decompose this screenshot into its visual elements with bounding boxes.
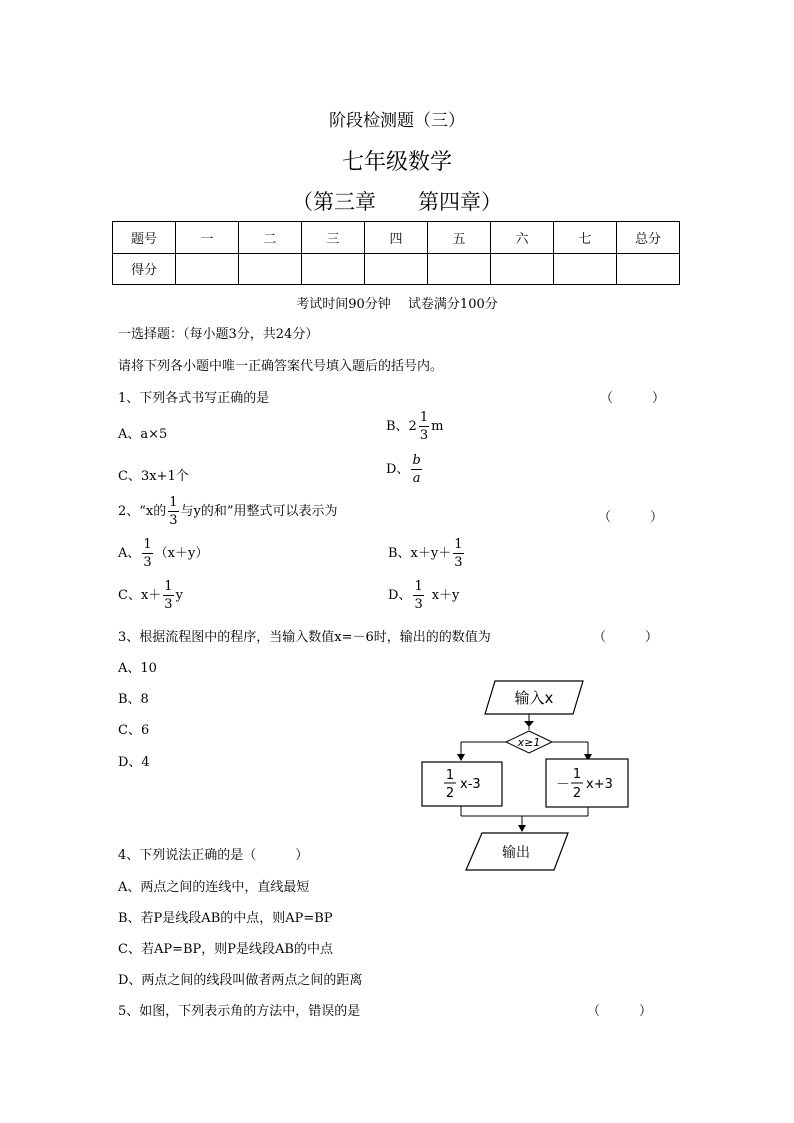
option-prefix: A、	[118, 546, 141, 561]
flow-left-expression: x-3	[460, 777, 481, 792]
flow-right-denominator: 2	[572, 786, 582, 801]
score-entry-cell[interactable]	[302, 253, 365, 285]
q4-option-a: A、两点之间的连线中，直线最短	[118, 880, 310, 895]
exam-info: 考试时间90分钟 试卷满分100分	[296, 297, 498, 312]
q3-option-d: D、4	[118, 755, 150, 770]
q2-option-b	[388, 538, 466, 569]
flowchart	[410, 675, 640, 880]
score-entry-cell[interactable]	[365, 253, 428, 285]
table-cell: 一	[176, 222, 239, 254]
fraction-denominator: 3	[169, 513, 178, 528]
score-entry-cell[interactable]	[554, 253, 617, 285]
question-1-stem: 1、下列各式书写正确的是	[118, 391, 270, 406]
score-table-score-row	[113, 253, 680, 285]
flow-output-label: 输出	[502, 845, 530, 861]
q3-option-b: B、8	[118, 692, 149, 707]
fraction-denominator: a	[412, 471, 421, 486]
q4-option-c: C、若AP=BP，则P是线段AB的中点	[118, 942, 333, 957]
q4-option-b: B、若P是线段AB的中点，则AP=BP	[118, 911, 333, 926]
option-suffix: x＋y	[431, 588, 460, 603]
fraction-numerator: 1	[454, 537, 463, 552]
q1-option-b	[386, 411, 443, 442]
fraction-numerator: 1	[169, 495, 178, 510]
section-instruction: 请将下列各小题中唯一正确答案代号填入题后的括号内。	[118, 359, 444, 374]
flow-input-label: 输入x	[514, 689, 554, 707]
option-suffix: y	[175, 588, 183, 603]
table-cell: 总分	[617, 222, 680, 254]
flow-right-sign: －	[556, 777, 570, 793]
fraction-denominator: 3	[454, 555, 463, 570]
fraction-numerator: 1	[419, 410, 429, 425]
q3-option-c: C、6	[118, 723, 150, 738]
table-cell: 五	[428, 222, 491, 254]
subject-title: 七年级数学	[341, 150, 452, 175]
score-entry-cell[interactable]	[491, 253, 554, 285]
question-3-stem: 3、根据流程图中的程序，当输入数值x=－6时，输出的的数值为	[118, 630, 491, 645]
flow-arrowhead	[457, 754, 465, 761]
score-entry-cell[interactable]	[239, 253, 302, 285]
answer-blank[interactable]: （ ）	[598, 510, 664, 525]
table-cell: 题号	[113, 222, 176, 254]
option-suffix: m	[431, 419, 444, 434]
q2-option-a	[118, 538, 208, 569]
q4-option-d: D、两点之间的线段叫做者两点之间的距离	[118, 973, 363, 988]
q2-option-c	[118, 580, 183, 611]
fraction	[419, 411, 429, 442]
chapter-range: （第三章 第四章）	[292, 190, 502, 214]
flow-left-denominator: 2	[445, 786, 455, 801]
option-prefix: C、x＋	[118, 588, 162, 603]
fraction	[413, 580, 423, 611]
flow-condition-label: x≥1	[517, 736, 541, 749]
stem-text: 与y的和”用整式可以表示为	[180, 504, 338, 519]
answer-blank[interactable]: （ ）	[600, 391, 666, 406]
table-cell: 二	[239, 222, 302, 254]
option-prefix: B、2	[386, 419, 417, 434]
fraction-numerator: b	[412, 453, 421, 468]
q1-option-d	[386, 454, 424, 485]
table-cell: 三	[302, 222, 365, 254]
fraction-numerator: 1	[143, 537, 152, 552]
option-prefix: B、x＋y＋	[388, 546, 452, 561]
table-cell: 六	[491, 222, 554, 254]
paper-title: 阶段检测题（三）	[329, 111, 465, 131]
option-suffix: （x＋y）	[154, 546, 209, 561]
score-table-header-row	[113, 222, 680, 254]
answer-blank[interactable]: （ ）	[587, 1004, 653, 1019]
fraction	[142, 538, 152, 569]
fraction	[411, 454, 421, 485]
fraction-denominator: 3	[419, 428, 429, 443]
section-heading: 一选择题：（每小题3分，共24分）	[118, 327, 319, 342]
fraction	[168, 496, 178, 527]
score-table	[112, 221, 680, 285]
option-prefix: D、	[386, 462, 410, 477]
q1-option-a: A、a×5	[118, 427, 168, 442]
q2-option-d	[388, 580, 459, 611]
fraction-denominator: 3	[414, 597, 423, 612]
question-4-stem: 4、下列说法正确的是（ ）	[118, 848, 309, 863]
table-cell: 四	[365, 222, 428, 254]
question-5-stem: 5、如图，下列表示角的方法中，错误的是	[118, 1004, 361, 1019]
fraction	[453, 538, 463, 569]
flow-left-numerator: 1	[445, 768, 455, 783]
question-2-stem	[118, 496, 338, 527]
flow-right-numerator: 1	[572, 767, 582, 782]
score-entry-cell[interactable]	[617, 253, 680, 285]
score-entry-cell[interactable]	[428, 253, 491, 285]
fraction	[163, 580, 173, 611]
fraction-numerator: 1	[164, 579, 173, 594]
q1-option-c: C、3x+1个	[118, 469, 189, 484]
fraction-denominator: 3	[143, 555, 152, 570]
fraction-denominator: 3	[164, 597, 173, 612]
answer-blank[interactable]: （ ）	[593, 630, 659, 645]
flow-arrowhead	[524, 721, 534, 727]
fraction-numerator: 1	[414, 579, 423, 594]
q3-option-a: A、10	[118, 661, 157, 676]
table-cell: 七	[554, 222, 617, 254]
score-entry-cell[interactable]	[176, 253, 239, 285]
flow-arrowhead	[518, 825, 526, 832]
stem-text: 2、“x的	[118, 504, 167, 519]
flow-right-expression: x+3	[586, 777, 613, 792]
option-prefix: D、	[388, 588, 412, 603]
table-cell: 得分	[113, 253, 176, 285]
